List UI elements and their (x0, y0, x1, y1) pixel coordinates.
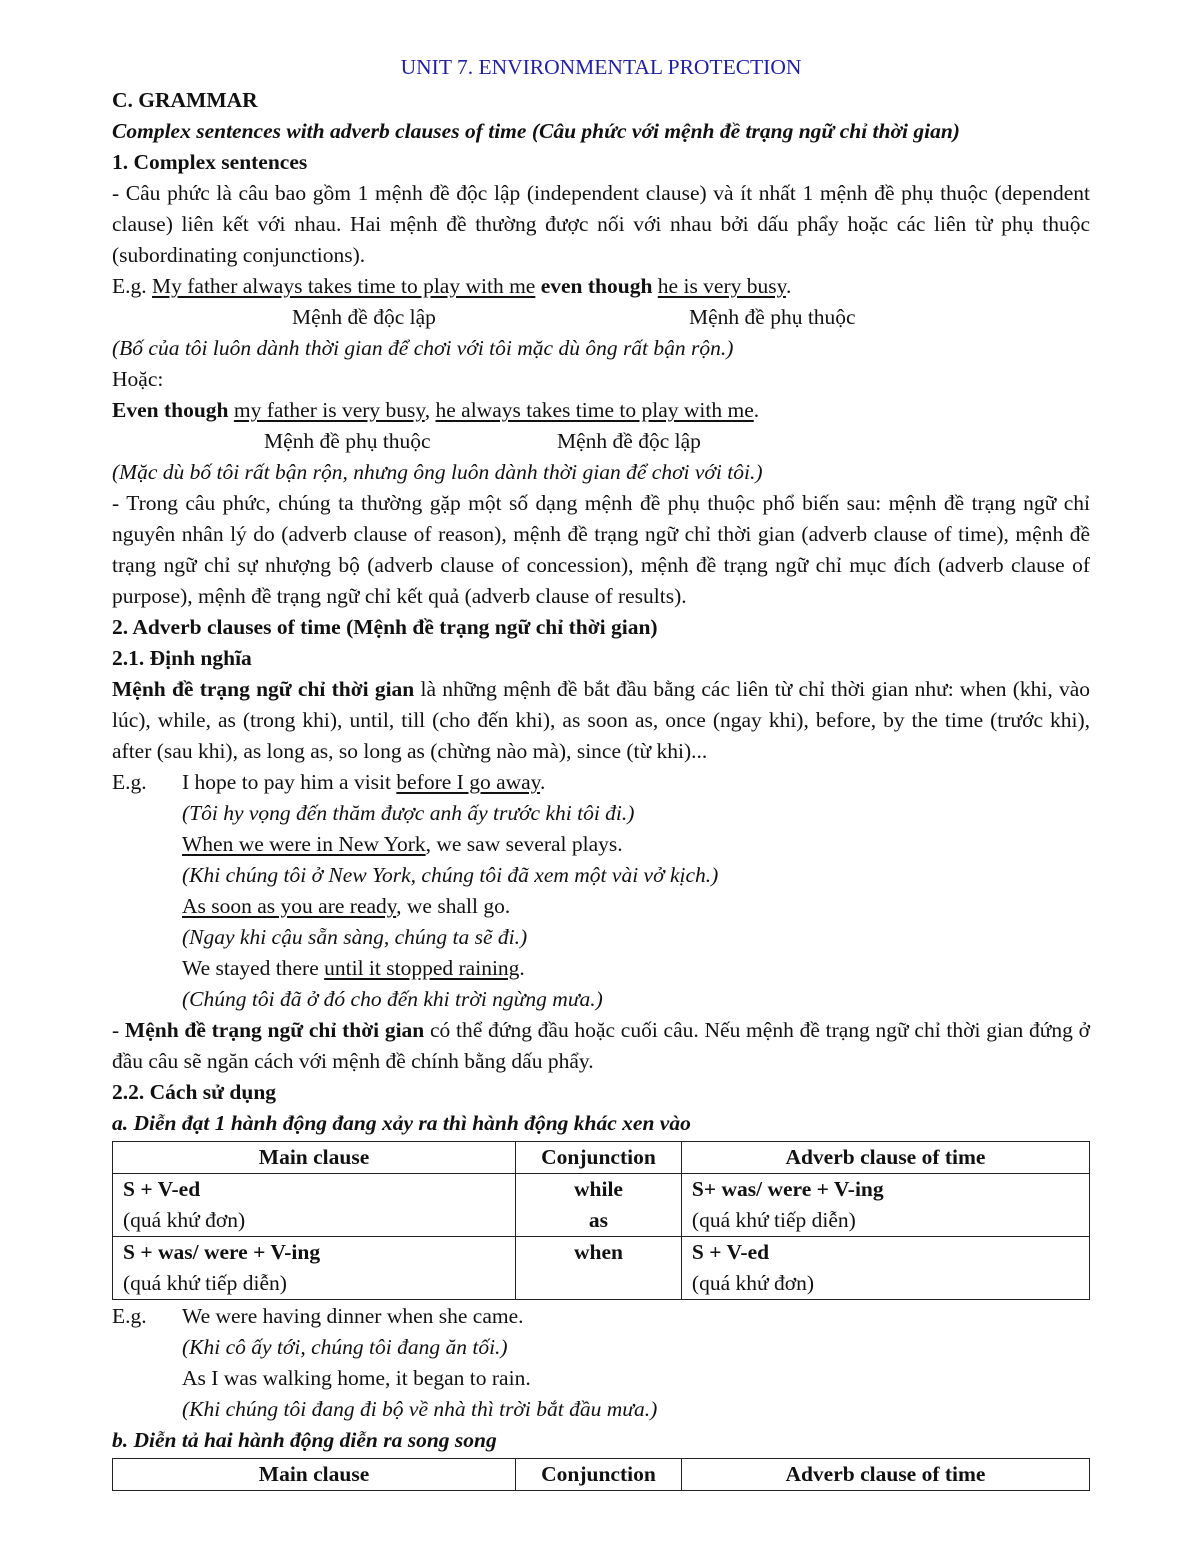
heading-usage: 2.2. Cách sử dụng (112, 1080, 277, 1104)
table-row: S + V-ed (quá khứ đơn) while as S+ was/ were + V-ing (quá khứ tiếp diễn) (113, 1174, 1090, 1237)
table-usage-b (112, 1458, 1090, 1491)
paragraph-clause-types: - Trong câu phức, chúng ta thường gặp một số dạng mệnh đề phụ thuộc phổ biến sau: mệnh đề trạng ngữ chỉ nguyên nhân lý do (adverb clause of reason), mệnh đề trạng ngữ chỉ thời gian (adverb clause of time), mệnh đề trạng ngữ chỉ sự nhượng bộ (adverb clause of concession), mệnh đề trạng ngữ chỉ mục đích (adverb clause of purpose), mệnh đề trạng ngữ chỉ kết quả (adverb clause of results). (112, 491, 1090, 608)
example-2-labels (112, 426, 1090, 457)
heading-usage-a: a. Diễn đạt 1 hành động đang xảy ra thì hành động khác xen vào (112, 1111, 691, 1135)
usage-a-example-2-translation: (Khi chúng tôi đang đi bộ về nhà thì trời bắt đầu mưa.) (182, 1397, 658, 1421)
document-page (112, 52, 1090, 1492)
paragraph-position: - Mệnh đề trạng ngữ chỉ thời gian có thể đứng đầu hoặc cuối câu. Nếu mệnh đề trạng ngữ chỉ thời gian đứng ở đầu câu sẽ ngăn cách với mệnh đề chính bằng dấu phẩy. (112, 1018, 1090, 1073)
paragraph-definition: Mệnh đề trạng ngữ chỉ thời gian là những mệnh đề bắt đầu bằng các liên từ chỉ thời gian như: when (khi, vào lúc), while, as (trong khi), until, till (cho đến khi), as soon as, once (ngay khi), before, by the time (trước khi), after (sau khi), as long as, so long as (chừng nào mà), since (từ khi)... (112, 677, 1090, 763)
example-line-1: E.g. I hope to pay him a visit before I go away. (112, 770, 546, 794)
usage-a-example-1-translation: (Khi cô ấy tới, chúng tôi đang ăn tối.) (182, 1335, 508, 1359)
section-heading: C. GRAMMAR (112, 88, 258, 112)
conjunction: Even though (112, 398, 229, 422)
table-header-row: Main clause Conjunction Adverb clause of time (113, 1459, 1090, 1491)
label-dependent: Mệnh đề phụ thuộc (264, 429, 431, 453)
dependent-clause: my father is very busy (233, 398, 425, 422)
example-line-2-translation: (Khi chúng tôi ở New York, chúng tôi đã xem một vài vở kịch.) (182, 863, 719, 887)
example-1-translation: (Bố của tôi luôn dành thời gian để chơi với tôi mặc dù ông rất bận rộn.) (112, 336, 734, 360)
example-line-3-translation: (Ngay khi cậu sẵn sàng, chúng ta sẽ đi.) (182, 925, 528, 949)
label-dependent: Mệnh đề phụ thuộc (689, 305, 856, 329)
dependent-clause: he is very busy (657, 274, 786, 298)
usage-a-example-2: As I was walking home, it began to rain. (182, 1366, 531, 1390)
usage-a-example-1: E.g. We were having dinner when she came. (112, 1304, 524, 1328)
example-1-labels (112, 302, 1090, 333)
example-line-2: When we were in New York, we saw several plays. (182, 832, 623, 856)
example-line-3: As soon as you are ready, we shall go. (182, 894, 511, 918)
independent-clause: My father always takes time to play with me (152, 274, 536, 298)
label-independent: Mệnh đề độc lập (292, 305, 436, 329)
example-1: E.g. My father always takes time to play with me even though he is very busy. (112, 274, 792, 298)
independent-clause: he always takes time to play with me (435, 398, 754, 422)
heading-usage-b: b. Diễn tả hai hành động diễn ra song song (112, 1428, 497, 1452)
example-2: Even though my father is very busy, he always takes time to play with me. (112, 398, 760, 422)
example-line-4-translation: (Chúng tôi đã ở đó cho đến khi trời ngừng mưa.) (182, 987, 603, 1011)
or-text: Hoặc: (112, 367, 164, 391)
table-header-row: Main clause Conjunction Adverb clause of time (113, 1142, 1090, 1174)
heading-definition: 2.1. Định nghĩa (112, 646, 252, 670)
example-2-translation: (Mặc dù bố tôi rất bận rộn, nhưng ông luôn dành thời gian để chơi với tôi.) (112, 460, 763, 484)
example-line-4: We stayed there until it stopped raining. (182, 956, 525, 980)
table-usage-a (112, 1141, 1090, 1300)
subtitle: Complex sentences with adverb clauses of time (Câu phức với mệnh đề trạng ngữ chỉ thời gian) (112, 119, 960, 143)
example-line-1-translation: (Tôi hy vọng đến thăm được anh ấy trước khi tôi đi.) (182, 801, 635, 825)
paragraph-complex-definition: - Câu phức là câu bao gồm 1 mệnh đề độc lập (independent clause) và ít nhất 1 mệnh đề phụ thuộc (dependent clause) liên kết với nhau. Hai mệnh đề thường được nối với nhau bởi dấu phẩy hoặc các liên từ phụ thuộc (subordinating conjunctions). (112, 181, 1090, 267)
table-row: S + was/ were + V-ing (quá khứ tiếp diễn) when S + V-ed (quá khứ đơn) (113, 1237, 1090, 1300)
label-independent: Mệnh đề độc lập (557, 429, 701, 453)
unit-title: UNIT 7. ENVIRONMENTAL PROTECTION (400, 55, 802, 79)
heading-adverb-clauses: 2. Adverb clauses of time (Mệnh đề trạng ngữ chỉ thời gian) (112, 615, 658, 639)
heading-complex-sentences: 1. Complex sentences (112, 150, 308, 174)
conjunction: even though (535, 274, 658, 298)
